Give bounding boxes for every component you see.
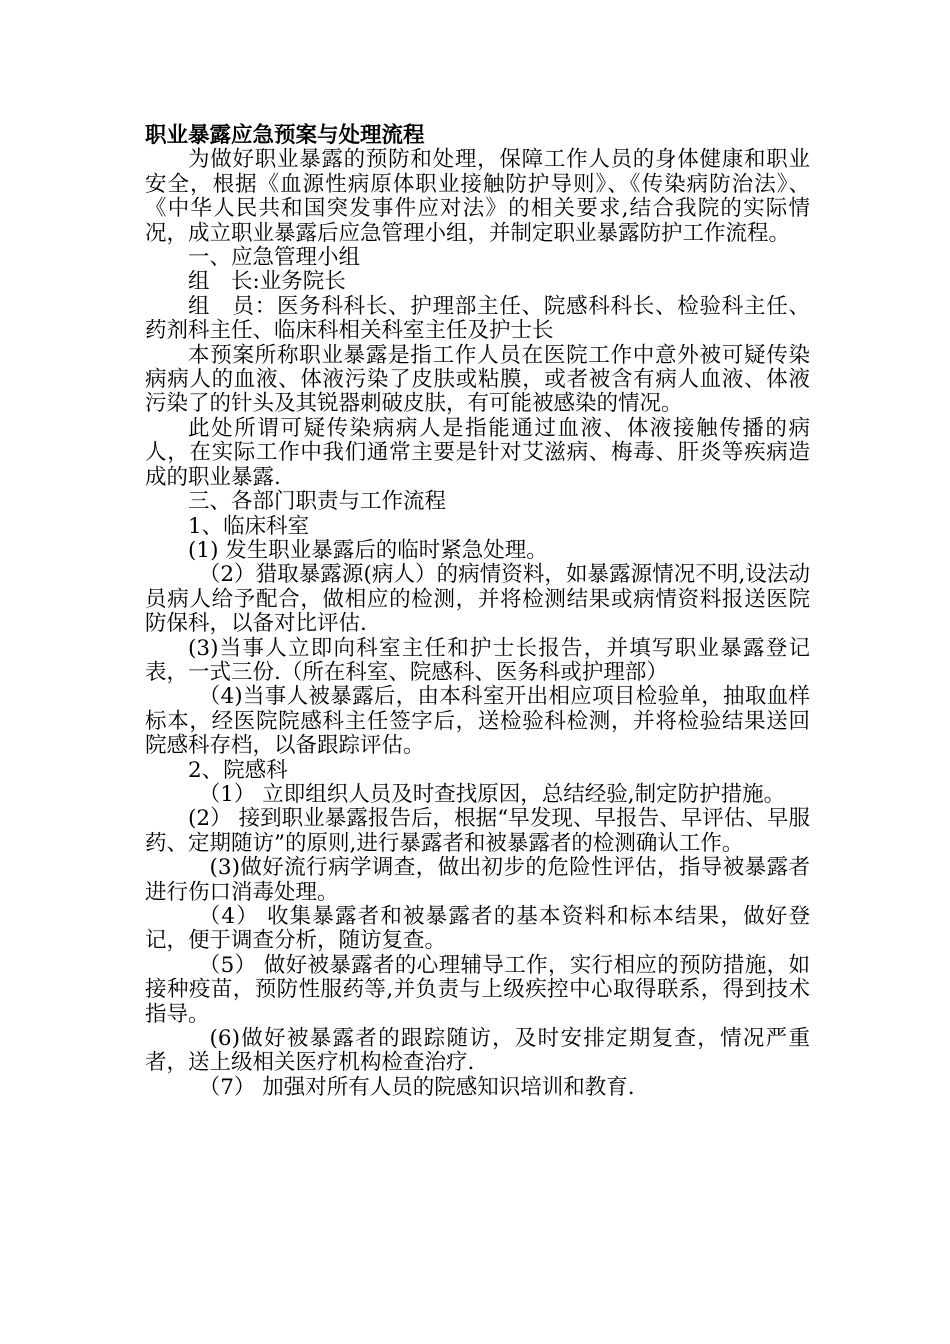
section-heading-3: 三、各部门职责与工作流程	[188, 489, 447, 515]
clinical-item-4: （4)当事人被暴露后，由本科室开出相应项目检验单，抽取血样标本，经医院院感科主任签字后，送检验科检测，并将检验结果送回院感科存档，以备跟踪评估。	[145, 684, 810, 759]
section-heading-1: 一、应急管理小组	[188, 245, 361, 271]
infection-item-3: (3)做好流行病学调查，做出初步的危险性评估，指导被暴露者进行伤口消毒处理。	[145, 855, 810, 905]
infection-item-4: （4） 收集暴露者和被暴露者的基本资料和标本结果，做好登记，便于调查分析，随访复查。	[145, 904, 810, 954]
leader-line: 组 长:业务院长	[188, 269, 346, 295]
document-title: 职业暴露应急预案与处理流程	[145, 123, 425, 148]
definition-paragraph: 本预案所称职业暴露是指工作人员在医院工作中意外被可疑传染病病人的血液、体液污染了皮肤或粘膜，或者被含有病人血液、体液污染了的针头及其锐器刺破皮肤，有可能被感染的情况。	[145, 342, 810, 417]
clinical-item-2: （2）猎取暴露源(病人）的病情资料，如暴露源情况不明,设法动员病人给予配合，做相应的检测，并将检测结果或病情资料报送医院防保科，以备对比评估.	[145, 562, 810, 637]
paragraph-intro: 为做好职业暴露的预防和处理，保障工作人员的身体健康和职业安全，根据《血源性病原体职业接触防护导则》、《传染病防治法》、《中华人民共和国突发事件应对法》的相关要求,结合我院的实际情况，成立职业暴露后应急管理小组，并制定职业暴露防护工作流程。	[145, 147, 810, 246]
infection-item-1: （1） 立即组织人员及时查找原因，总结经验,制定防护措施。	[198, 781, 786, 807]
clinical-item-1: (1) 发生职业暴露后的临时紧急处理。	[188, 537, 548, 563]
members-line: 组 员：医务科科长、护理部主任、院感科科长、检验科主任、药剂科主任、临床科相关科室主任及护士长	[145, 293, 810, 344]
infection-item-6: (6)做好被暴露者的跟踪随访，及时安排定期复查，情况严重者，送上级相关医疗机构检查治疗.	[145, 1026, 810, 1076]
subheading-clinical: 1、临床科室	[188, 513, 310, 539]
infection-item-7: （7） 加强对所有人员的院感知识培训和教育.	[198, 1074, 635, 1100]
suspect-patient-paragraph: 此处所谓可疑传染病病人是指能通过血液、体液接触传播的病人，在实际工作中我们通常主要是针对艾滋病、梅毒、肝炎等疾病造成的职业暴露.	[145, 415, 810, 490]
clinical-item-3: (3)当事人立即向科室主任和护士长报告，并填写职业暴露登记表，一式三份.（所在科室、院感科、医务科或护理部）	[145, 635, 810, 685]
infection-item-5: （5） 做好被暴露者的心理辅导工作，实行相应的预防措施，如接种疫苗，预防性服药等,并负责与上级疾控中心取得联系，得到技术指导。	[145, 952, 810, 1027]
document-page	[145, 124, 810, 1100]
subheading-infection-control: 2、院感科	[188, 757, 288, 783]
infection-item-2: (2） 接到职业暴露报告后，根据“早发现、早报告、早评估、早服药、定期随访”的原则,进行暴露者和被暴露者的检测确认工作。	[145, 806, 810, 856]
